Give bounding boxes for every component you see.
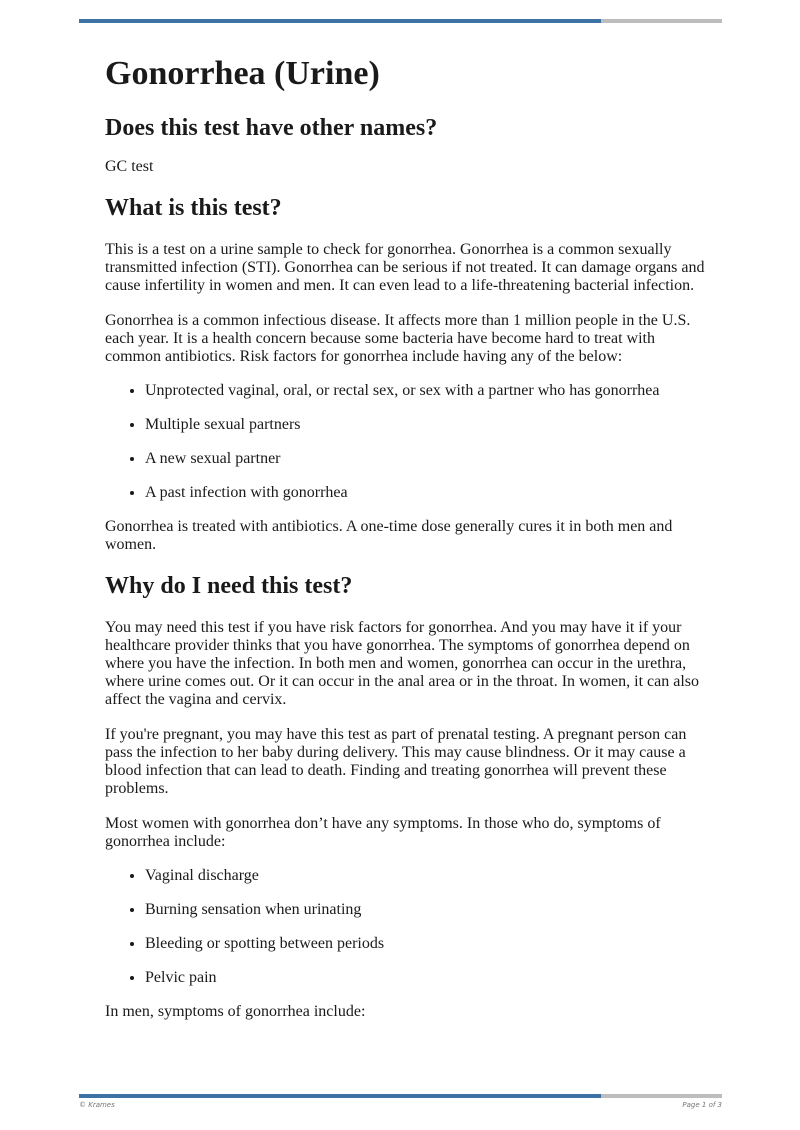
section-heading-why-need: Why do I need this test?: [105, 573, 353, 599]
paragraph: Most women with gonorrhea don’t have any symptoms. In those who do, symptoms of gonorrhea include:: [105, 815, 661, 850]
paragraph: You may need this test if you have risk factors for gonorrhea. And you may have it if your healthcare provider thinks that you have gonorrhea. The symptoms of gonorrhea depend on where you have the infection. In both men and women, gonorrhea can occur in the urethra, where urine comes out. Or it can occur in the anal area or in the throat. In women, it can also affect the vagina and cervix.: [105, 619, 699, 708]
footer-progress-bar: [79, 1094, 722, 1098]
risk-factors-list: [105, 382, 705, 502]
list-item: • Burning sensation when urinating: [145, 901, 705, 919]
list-item: • Bleeding or spotting between periods: [145, 935, 705, 953]
paragraph: Gonorrhea is treated with antibiotics. A one-time dose generally cures it in both men and women.: [105, 518, 673, 553]
paragraph: If you're pregnant, you may have this test as part of prenatal testing. A pregnant person can pass the infection to her baby during delivery. This may cause blindness. Or it may cause a blood infection that can lead to death. Finding and treating gonorrhea will prevent these problems.: [105, 726, 687, 797]
list-item: • A new sexual partner: [145, 450, 705, 468]
list-item: • Unprotected vaginal, oral, or rectal sex, or sex with a partner who has gonorrhea: [145, 382, 705, 400]
paragraph: This is a test on a urine sample to check for gonorrhea. Gonorrhea is a common sexually transmitted infection (STI). Gonorrhea can be serious if not treated. It can damage organs and cause infertility in women and men. It can even lead to a life-threatening bacterial infection.: [105, 241, 705, 294]
list-item: • Multiple sexual partners: [145, 416, 705, 434]
footer-page-number: Page 1 of 3: [682, 1101, 722, 1109]
paragraph: Gonorrhea is a common infectious disease. It affects more than 1 million people in the U.S. each year. It is a health concern because some bacteria have become hard to treat with common antibiotics. Risk factors for gonorrhea include having any of the below:: [105, 312, 691, 365]
list-item: • Vaginal discharge: [145, 867, 705, 885]
section-heading-other-names: Does this test have other names?: [105, 115, 438, 141]
list-item: • A past infection with gonorrhea: [145, 484, 705, 502]
page-title: Gonorrhea (Urine): [105, 55, 380, 92]
footer-copyright: © Krames: [79, 1101, 115, 1109]
header-progress-fill: [79, 19, 601, 23]
paragraph: In men, symptoms of gonorrhea include:: [105, 1003, 366, 1020]
list-item: • Pelvic pain: [145, 969, 705, 987]
paragraph: GC test: [105, 158, 154, 175]
section-heading-what-is: What is this test?: [105, 195, 282, 221]
document-body: [105, 50, 705, 1021]
women-symptoms-list: [105, 867, 705, 987]
footer-progress-fill: [79, 1094, 601, 1098]
header-progress-bar: [79, 19, 722, 23]
